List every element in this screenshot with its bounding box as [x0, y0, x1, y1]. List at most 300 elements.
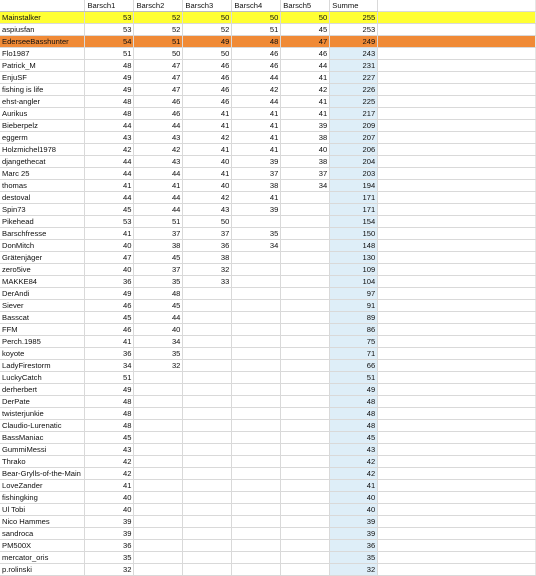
cell-barsch3[interactable]: [183, 324, 232, 336]
cell-barsch5[interactable]: [281, 480, 330, 492]
table-row[interactable]: [0, 36, 536, 48]
cell-barsch4[interactable]: [232, 432, 281, 444]
cell-barsch3[interactable]: 40: [183, 156, 232, 168]
cell-angler-name[interactable]: Claudio-Lurenatic: [0, 420, 85, 432]
cell-barsch2[interactable]: 45: [134, 300, 183, 312]
empty-cell[interactable]: [378, 540, 536, 552]
cell-barsch3[interactable]: 41: [183, 144, 232, 156]
cell-summe[interactable]: 75: [330, 336, 378, 348]
cell-barsch3[interactable]: [183, 348, 232, 360]
cell-angler-name[interactable]: Spin73: [0, 204, 85, 216]
cell-barsch3[interactable]: 46: [183, 84, 232, 96]
cell-barsch5[interactable]: [281, 456, 330, 468]
cell-barsch1[interactable]: 44: [85, 168, 134, 180]
cell-barsch4[interactable]: [232, 264, 281, 276]
cell-barsch3[interactable]: 36: [183, 240, 232, 252]
cell-barsch3[interactable]: 42: [183, 192, 232, 204]
cell-summe[interactable]: 48: [330, 408, 378, 420]
cell-barsch2[interactable]: [134, 540, 183, 552]
cell-barsch1[interactable]: 32: [85, 564, 134, 576]
cell-barsch3[interactable]: [183, 360, 232, 372]
cell-barsch2[interactable]: 47: [134, 60, 183, 72]
table-row[interactable]: [0, 324, 536, 336]
cell-barsch5[interactable]: [281, 540, 330, 552]
empty-cell[interactable]: [378, 504, 536, 516]
empty-cell[interactable]: [378, 516, 536, 528]
table-row[interactable]: [0, 96, 536, 108]
table-row[interactable]: [0, 276, 536, 288]
empty-cell[interactable]: [378, 384, 536, 396]
table-row[interactable]: [0, 24, 536, 36]
empty-cell[interactable]: [378, 0, 536, 12]
cell-barsch3[interactable]: 38: [183, 252, 232, 264]
cell-summe[interactable]: 104: [330, 276, 378, 288]
empty-cell[interactable]: [378, 72, 536, 84]
cell-barsch1[interactable]: 48: [85, 96, 134, 108]
empty-cell[interactable]: [378, 168, 536, 180]
table-row[interactable]: [0, 108, 536, 120]
table-row[interactable]: [0, 468, 536, 480]
cell-angler-name[interactable]: Pikehead: [0, 216, 85, 228]
table-row[interactable]: [0, 408, 536, 420]
table-row[interactable]: [0, 144, 536, 156]
cell-summe[interactable]: 209: [330, 120, 378, 132]
empty-cell[interactable]: [378, 264, 536, 276]
cell-summe[interactable]: 41: [330, 480, 378, 492]
cell-barsch4[interactable]: 41: [232, 120, 281, 132]
cell-summe[interactable]: 253: [330, 24, 378, 36]
cell-barsch5[interactable]: 45: [281, 24, 330, 36]
cell-summe[interactable]: 39: [330, 528, 378, 540]
empty-cell[interactable]: [378, 60, 536, 72]
cell-barsch5[interactable]: 40: [281, 144, 330, 156]
cell-barsch4[interactable]: [232, 468, 281, 480]
cell-barsch5[interactable]: [281, 468, 330, 480]
header-cell-barsch1[interactable]: Barsch1: [85, 0, 134, 12]
cell-barsch5[interactable]: [281, 300, 330, 312]
cell-barsch3[interactable]: [183, 540, 232, 552]
cell-barsch4[interactable]: [232, 564, 281, 576]
table-row[interactable]: [0, 180, 536, 192]
table-row[interactable]: [0, 384, 536, 396]
cell-barsch4[interactable]: 41: [232, 192, 281, 204]
cell-barsch3[interactable]: 32: [183, 264, 232, 276]
cell-barsch5[interactable]: [281, 384, 330, 396]
cell-summe[interactable]: 154: [330, 216, 378, 228]
cell-barsch1[interactable]: 44: [85, 120, 134, 132]
cell-barsch3[interactable]: [183, 408, 232, 420]
cell-angler-name[interactable]: LoveZander: [0, 480, 85, 492]
cell-barsch4[interactable]: [232, 504, 281, 516]
cell-barsch4[interactable]: [232, 408, 281, 420]
table-row[interactable]: [0, 120, 536, 132]
cell-barsch3[interactable]: [183, 372, 232, 384]
cell-barsch3[interactable]: 41: [183, 120, 232, 132]
cell-barsch4[interactable]: 41: [232, 144, 281, 156]
cell-barsch5[interactable]: 41: [281, 96, 330, 108]
cell-barsch3[interactable]: 46: [183, 60, 232, 72]
cell-angler-name[interactable]: DerPate: [0, 396, 85, 408]
cell-barsch1[interactable]: 36: [85, 348, 134, 360]
cell-barsch2[interactable]: 47: [134, 72, 183, 84]
cell-barsch5[interactable]: [281, 492, 330, 504]
cell-barsch1[interactable]: 45: [85, 312, 134, 324]
empty-cell[interactable]: [378, 144, 536, 156]
cell-barsch5[interactable]: [281, 372, 330, 384]
cell-summe[interactable]: 97: [330, 288, 378, 300]
cell-barsch2[interactable]: 46: [134, 108, 183, 120]
cell-barsch2[interactable]: 48: [134, 288, 183, 300]
cell-barsch4[interactable]: [232, 516, 281, 528]
cell-barsch2[interactable]: 43: [134, 132, 183, 144]
cell-barsch4[interactable]: 51: [232, 24, 281, 36]
cell-barsch4[interactable]: 48: [232, 36, 281, 48]
table-row[interactable]: [0, 396, 536, 408]
cell-barsch5[interactable]: 41: [281, 72, 330, 84]
cell-barsch4[interactable]: [232, 540, 281, 552]
cell-barsch4[interactable]: [232, 348, 281, 360]
empty-cell[interactable]: [378, 372, 536, 384]
cell-angler-name[interactable]: Bear-Grylls-of-the-Main: [0, 468, 85, 480]
cell-barsch1[interactable]: 42: [85, 144, 134, 156]
cell-barsch4[interactable]: [232, 276, 281, 288]
cell-summe[interactable]: 109: [330, 264, 378, 276]
table-row[interactable]: [0, 444, 536, 456]
cell-barsch4[interactable]: [232, 288, 281, 300]
cell-angler-name[interactable]: p.rolinski: [0, 564, 85, 576]
empty-cell[interactable]: [378, 156, 536, 168]
cell-barsch2[interactable]: 38: [134, 240, 183, 252]
cell-barsch1[interactable]: 44: [85, 192, 134, 204]
cell-barsch4[interactable]: 46: [232, 60, 281, 72]
table-row[interactable]: [0, 168, 536, 180]
cell-barsch5[interactable]: [281, 420, 330, 432]
cell-barsch1[interactable]: 39: [85, 528, 134, 540]
cell-summe[interactable]: 89: [330, 312, 378, 324]
table-row[interactable]: [0, 528, 536, 540]
cell-barsch4[interactable]: [232, 396, 281, 408]
cell-barsch5[interactable]: [281, 216, 330, 228]
cell-barsch2[interactable]: [134, 516, 183, 528]
cell-summe[interactable]: 86: [330, 324, 378, 336]
cell-angler-name[interactable]: thomas: [0, 180, 85, 192]
empty-cell[interactable]: [378, 48, 536, 60]
cell-summe[interactable]: 42: [330, 468, 378, 480]
empty-cell[interactable]: [378, 408, 536, 420]
table-row[interactable]: [0, 552, 536, 564]
cell-angler-name[interactable]: DerAndi: [0, 288, 85, 300]
cell-barsch1[interactable]: 48: [85, 420, 134, 432]
cell-summe[interactable]: 204: [330, 156, 378, 168]
table-row[interactable]: [0, 504, 536, 516]
cell-barsch1[interactable]: 53: [85, 24, 134, 36]
table-row[interactable]: [0, 540, 536, 552]
cell-barsch1[interactable]: 49: [85, 72, 134, 84]
cell-summe[interactable]: 148: [330, 240, 378, 252]
empty-cell[interactable]: [378, 96, 536, 108]
cell-barsch1[interactable]: 47: [85, 252, 134, 264]
cell-barsch1[interactable]: 51: [85, 48, 134, 60]
empty-cell[interactable]: [378, 444, 536, 456]
table-row[interactable]: [0, 516, 536, 528]
cell-barsch3[interactable]: 50: [183, 48, 232, 60]
cell-barsch2[interactable]: 52: [134, 24, 183, 36]
cell-barsch3[interactable]: [183, 456, 232, 468]
table-row[interactable]: [0, 300, 536, 312]
cell-barsch5[interactable]: 46: [281, 48, 330, 60]
cell-barsch3[interactable]: 37: [183, 228, 232, 240]
cell-summe[interactable]: 49: [330, 384, 378, 396]
table-row[interactable]: [0, 156, 536, 168]
cell-barsch1[interactable]: 40: [85, 492, 134, 504]
cell-angler-name[interactable]: koyote: [0, 348, 85, 360]
cell-summe[interactable]: 243: [330, 48, 378, 60]
cell-angler-name[interactable]: fishing is life: [0, 84, 85, 96]
cell-barsch4[interactable]: [232, 384, 281, 396]
cell-barsch2[interactable]: [134, 420, 183, 432]
cell-barsch2[interactable]: 46: [134, 96, 183, 108]
table-row[interactable]: [0, 456, 536, 468]
cell-angler-name[interactable]: Perch.1985: [0, 336, 85, 348]
cell-barsch4[interactable]: 38: [232, 180, 281, 192]
cell-barsch2[interactable]: [134, 552, 183, 564]
cell-barsch2[interactable]: [134, 564, 183, 576]
cell-summe[interactable]: 150: [330, 228, 378, 240]
empty-cell[interactable]: [378, 336, 536, 348]
cell-barsch3[interactable]: 46: [183, 96, 232, 108]
cell-summe[interactable]: 48: [330, 396, 378, 408]
cell-summe[interactable]: 231: [330, 60, 378, 72]
cell-barsch5[interactable]: 50: [281, 12, 330, 24]
table-row[interactable]: [0, 360, 536, 372]
cell-angler-name[interactable]: derherbert: [0, 384, 85, 396]
empty-cell[interactable]: [378, 36, 536, 48]
cell-barsch4[interactable]: [232, 252, 281, 264]
cell-barsch2[interactable]: [134, 468, 183, 480]
cell-barsch5[interactable]: [281, 432, 330, 444]
cell-barsch5[interactable]: [281, 360, 330, 372]
cell-barsch2[interactable]: 34: [134, 336, 183, 348]
cell-barsch1[interactable]: 34: [85, 360, 134, 372]
table-row[interactable]: [0, 228, 536, 240]
cell-barsch2[interactable]: 44: [134, 204, 183, 216]
cell-barsch1[interactable]: 48: [85, 60, 134, 72]
cell-angler-name[interactable]: Aurikus: [0, 108, 85, 120]
cell-angler-name[interactable]: destoval: [0, 192, 85, 204]
cell-barsch2[interactable]: 42: [134, 144, 183, 156]
cell-angler-name[interactable]: BassManiac: [0, 432, 85, 444]
cell-summe[interactable]: 130: [330, 252, 378, 264]
cell-barsch2[interactable]: 43: [134, 156, 183, 168]
empty-cell[interactable]: [378, 312, 536, 324]
cell-barsch1[interactable]: 51: [85, 372, 134, 384]
cell-summe[interactable]: 226: [330, 84, 378, 96]
cell-angler-name[interactable]: DonMitch: [0, 240, 85, 252]
cell-summe[interactable]: 32: [330, 564, 378, 576]
cell-barsch1[interactable]: 49: [85, 84, 134, 96]
cell-barsch4[interactable]: 39: [232, 204, 281, 216]
cell-barsch1[interactable]: 44: [85, 156, 134, 168]
empty-cell[interactable]: [378, 456, 536, 468]
cell-barsch1[interactable]: 36: [85, 540, 134, 552]
cell-barsch5[interactable]: [281, 396, 330, 408]
table-row[interactable]: [0, 60, 536, 72]
cell-barsch2[interactable]: [134, 480, 183, 492]
cell-angler-name[interactable]: Grätenjäger: [0, 252, 85, 264]
header-cell-summe[interactable]: Summe: [330, 0, 378, 12]
empty-cell[interactable]: [378, 492, 536, 504]
cell-summe[interactable]: 36: [330, 540, 378, 552]
cell-barsch4[interactable]: 46: [232, 48, 281, 60]
cell-barsch4[interactable]: 37: [232, 168, 281, 180]
cell-barsch3[interactable]: [183, 564, 232, 576]
cell-barsch3[interactable]: [183, 444, 232, 456]
empty-cell[interactable]: [378, 396, 536, 408]
cell-barsch3[interactable]: 52: [183, 24, 232, 36]
cell-barsch1[interactable]: 49: [85, 384, 134, 396]
cell-summe[interactable]: 255: [330, 12, 378, 24]
cell-summe[interactable]: 66: [330, 360, 378, 372]
cell-angler-name[interactable]: Bieberpelz: [0, 120, 85, 132]
cell-angler-name[interactable]: djangethecat: [0, 156, 85, 168]
cell-barsch4[interactable]: 44: [232, 96, 281, 108]
table-row[interactable]: [0, 48, 536, 60]
cell-barsch2[interactable]: 44: [134, 168, 183, 180]
cell-barsch3[interactable]: 33: [183, 276, 232, 288]
table-row[interactable]: [0, 132, 536, 144]
cell-barsch5[interactable]: [281, 276, 330, 288]
cell-barsch5[interactable]: [281, 564, 330, 576]
header-cell-barsch5[interactable]: Barsch5: [281, 0, 330, 12]
cell-barsch2[interactable]: 35: [134, 348, 183, 360]
header-cell-barsch4[interactable]: Barsch4: [232, 0, 281, 12]
cell-barsch2[interactable]: 51: [134, 36, 183, 48]
cell-barsch3[interactable]: 42: [183, 132, 232, 144]
cell-barsch4[interactable]: 44: [232, 72, 281, 84]
table-row[interactable]: [0, 252, 536, 264]
cell-angler-name[interactable]: LuckyCatch: [0, 372, 85, 384]
cell-angler-name[interactable]: zero5ive: [0, 264, 85, 276]
cell-barsch1[interactable]: 48: [85, 108, 134, 120]
empty-cell[interactable]: [378, 552, 536, 564]
header-cell-barsch2[interactable]: Barsch2: [134, 0, 183, 12]
cell-barsch5[interactable]: [281, 252, 330, 264]
cell-barsch2[interactable]: 32: [134, 360, 183, 372]
empty-cell[interactable]: [378, 84, 536, 96]
cell-summe[interactable]: 91: [330, 300, 378, 312]
cell-barsch1[interactable]: 43: [85, 444, 134, 456]
cell-barsch5[interactable]: [281, 516, 330, 528]
empty-cell[interactable]: [378, 132, 536, 144]
cell-barsch3[interactable]: [183, 396, 232, 408]
cell-summe[interactable]: 203: [330, 168, 378, 180]
cell-barsch4[interactable]: [232, 300, 281, 312]
table-row[interactable]: [0, 192, 536, 204]
cell-barsch5[interactable]: [281, 552, 330, 564]
cell-angler-name[interactable]: Flo1987: [0, 48, 85, 60]
cell-angler-name[interactable]: Basscat: [0, 312, 85, 324]
table-row[interactable]: [0, 564, 536, 576]
cell-barsch1[interactable]: 42: [85, 456, 134, 468]
empty-cell[interactable]: [378, 288, 536, 300]
cell-barsch2[interactable]: 40: [134, 324, 183, 336]
cell-barsch1[interactable]: 39: [85, 516, 134, 528]
cell-angler-name[interactable]: sandroca: [0, 528, 85, 540]
cell-barsch1[interactable]: 40: [85, 504, 134, 516]
cell-barsch3[interactable]: 40: [183, 180, 232, 192]
cell-barsch3[interactable]: [183, 552, 232, 564]
cell-barsch4[interactable]: [232, 492, 281, 504]
table-row[interactable]: [0, 216, 536, 228]
cell-barsch3[interactable]: 46: [183, 72, 232, 84]
cell-barsch2[interactable]: [134, 372, 183, 384]
cell-summe[interactable]: 40: [330, 492, 378, 504]
cell-barsch1[interactable]: 53: [85, 216, 134, 228]
header-cell-barsch3[interactable]: Barsch3: [183, 0, 232, 12]
cell-barsch5[interactable]: 41: [281, 108, 330, 120]
cell-barsch2[interactable]: 44: [134, 312, 183, 324]
cell-summe[interactable]: 217: [330, 108, 378, 120]
cell-barsch3[interactable]: 41: [183, 108, 232, 120]
cell-barsch2[interactable]: 52: [134, 12, 183, 24]
empty-cell[interactable]: [378, 564, 536, 576]
empty-cell[interactable]: [378, 240, 536, 252]
empty-cell[interactable]: [378, 216, 536, 228]
table-row[interactable]: [0, 480, 536, 492]
empty-cell[interactable]: [378, 120, 536, 132]
cell-angler-name[interactable]: EderseeBasshunter: [0, 36, 85, 48]
cell-barsch1[interactable]: 40: [85, 264, 134, 276]
cell-barsch2[interactable]: 35: [134, 276, 183, 288]
empty-cell[interactable]: [378, 528, 536, 540]
cell-barsch4[interactable]: [232, 216, 281, 228]
cell-barsch3[interactable]: 50: [183, 12, 232, 24]
table-row[interactable]: [0, 264, 536, 276]
cell-barsch4[interactable]: [232, 360, 281, 372]
table-row[interactable]: [0, 372, 536, 384]
table-row[interactable]: [0, 288, 536, 300]
cell-barsch5[interactable]: [281, 348, 330, 360]
cell-barsch1[interactable]: 42: [85, 468, 134, 480]
cell-barsch3[interactable]: [183, 288, 232, 300]
cell-angler-name[interactable]: Nico Hammes: [0, 516, 85, 528]
cell-summe[interactable]: 171: [330, 204, 378, 216]
table-row[interactable]: [0, 204, 536, 216]
cell-barsch5[interactable]: 37: [281, 168, 330, 180]
cell-barsch2[interactable]: 44: [134, 120, 183, 132]
cell-barsch1[interactable]: 54: [85, 36, 134, 48]
empty-cell[interactable]: [378, 252, 536, 264]
cell-barsch1[interactable]: 41: [85, 480, 134, 492]
empty-cell[interactable]: [378, 180, 536, 192]
cell-barsch1[interactable]: 43: [85, 132, 134, 144]
cell-barsch3[interactable]: [183, 420, 232, 432]
cell-angler-name[interactable]: EnjuSF: [0, 72, 85, 84]
cell-barsch2[interactable]: 50: [134, 48, 183, 60]
cell-barsch5[interactable]: 42: [281, 84, 330, 96]
cell-barsch2[interactable]: 37: [134, 228, 183, 240]
cell-barsch1[interactable]: 48: [85, 396, 134, 408]
cell-barsch1[interactable]: 48: [85, 408, 134, 420]
cell-summe[interactable]: 35: [330, 552, 378, 564]
cell-barsch5[interactable]: 38: [281, 132, 330, 144]
cell-barsch2[interactable]: 51: [134, 216, 183, 228]
empty-cell[interactable]: [378, 348, 536, 360]
cell-barsch4[interactable]: [232, 444, 281, 456]
cell-barsch1[interactable]: 49: [85, 288, 134, 300]
cell-angler-name[interactable]: Siever: [0, 300, 85, 312]
cell-barsch3[interactable]: [183, 300, 232, 312]
